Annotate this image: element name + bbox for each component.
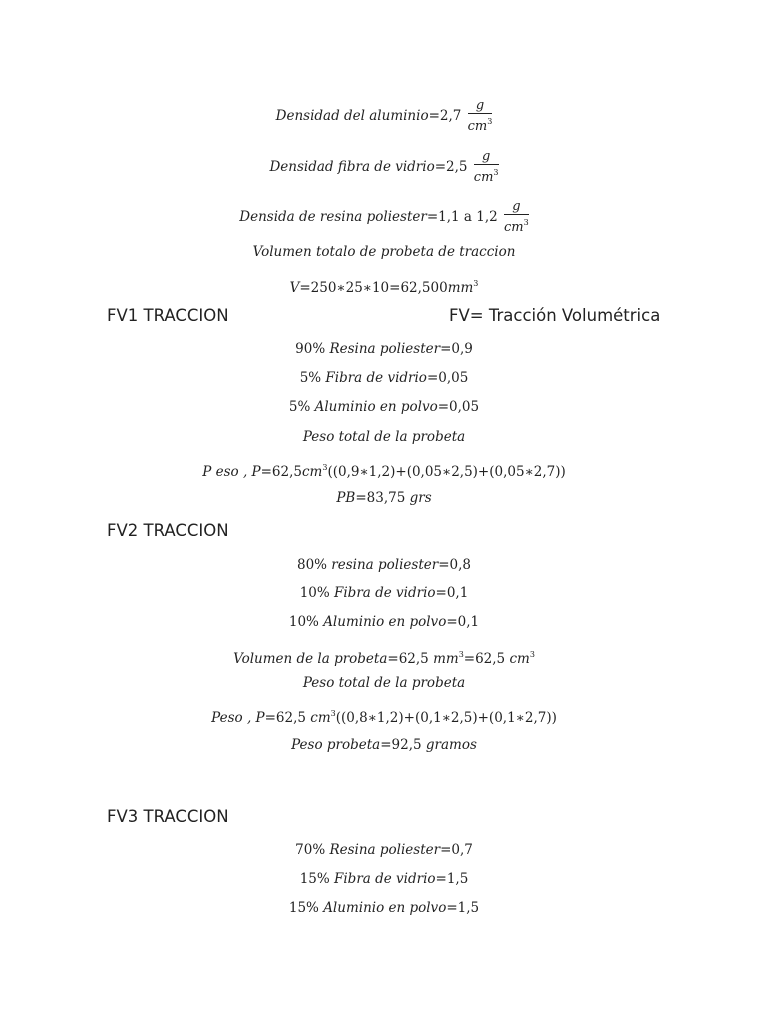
fv2-total-weight-label: Peso total de la probeta bbox=[302, 675, 466, 691]
fv1-weight-equation: P eso , $P=62,5cm^3((0,9∗1,2)+(0,05∗2,5)+(0,05∗2,7))$ bbox=[202, 463, 566, 480]
density-aluminum-value: =2,7 bbox=[428, 108, 462, 124]
fraction-denominator: $cm^3$ bbox=[467, 117, 493, 134]
units-fraction bbox=[474, 149, 499, 186]
fv2-heading: FV2 TRACCION bbox=[107, 521, 229, 540]
units-fraction bbox=[504, 199, 529, 236]
units-fraction bbox=[468, 98, 493, 135]
fv1-aluminum-line: 5% Aluminio en polvo=0,05 bbox=[288, 399, 480, 415]
fv3-resin-line: 70% Resina poliester=0,7 bbox=[295, 842, 473, 858]
fv2-volume-equation: Volumen de la probeta=62,5 $mm^3=62,5$ $cm^3$ bbox=[233, 650, 535, 667]
total-volume-label: Volumen totalo de probeta de traccion bbox=[252, 244, 516, 260]
fv3-aluminum-line: 15% Aluminio en polvo=1,5 bbox=[288, 900, 480, 916]
density-fiberglass-value: =2,5 bbox=[434, 159, 468, 175]
fv-definition-heading: FV= Tracción Volumétrica bbox=[449, 306, 661, 325]
density-resin-value: =1,1 a 1,2 bbox=[426, 209, 498, 225]
fraction-denominator: $cm^3$ bbox=[473, 168, 499, 185]
fv3-heading: FV3 TRACCION bbox=[107, 807, 229, 826]
fv3-fiberglass-line: 15% Fibra de vidrio=1,5 bbox=[299, 871, 469, 887]
fv2-weight-equation: Peso , P=62,5 $cm^3((0,8∗1,2)+(0,1∗2,5)+(0,1∗2,7))$ bbox=[211, 709, 557, 726]
density-resin-equation bbox=[0, 199, 768, 236]
volume-equation: $V=250∗25∗10=62,500mm^3$ bbox=[289, 279, 479, 296]
fv2-fiberglass-line: 10% Fibra de vidrio=0,1 bbox=[299, 585, 469, 601]
fv1-fiberglass-line: 5% Fibra de vidrio=0,05 bbox=[299, 370, 469, 386]
fv2-aluminum-line: 10% Aluminio en polvo=0,1 bbox=[288, 614, 480, 630]
density-aluminum-label: Densidad del aluminio bbox=[275, 108, 429, 124]
density-fiberglass-label: Densidad fibra de vidrio bbox=[269, 159, 435, 175]
fv2-specimen-weight-equation: Peso probeta=92,5 gramos bbox=[291, 737, 477, 753]
fv2-resin-line: 80% resina poliester=0,8 bbox=[296, 557, 471, 573]
fv1-heading: FV1 TRACCION bbox=[107, 306, 229, 325]
fraction-numerator: g bbox=[504, 199, 529, 215]
fv1-resin-line: 90% Resina poliester=0,9 bbox=[295, 341, 473, 357]
fraction-denominator: $cm^3$ bbox=[504, 218, 529, 235]
density-fiberglass-equation bbox=[0, 149, 768, 186]
fraction-numerator: g bbox=[468, 98, 493, 114]
density-aluminum-equation bbox=[0, 98, 768, 135]
density-resin-label: Densida de resina poliester bbox=[239, 209, 427, 225]
fv1-total-weight-label: Peso total de la probeta bbox=[302, 429, 466, 445]
fv1-pb-equation: PB=83,75 grs bbox=[336, 490, 432, 506]
fraction-numerator: g bbox=[474, 149, 499, 165]
